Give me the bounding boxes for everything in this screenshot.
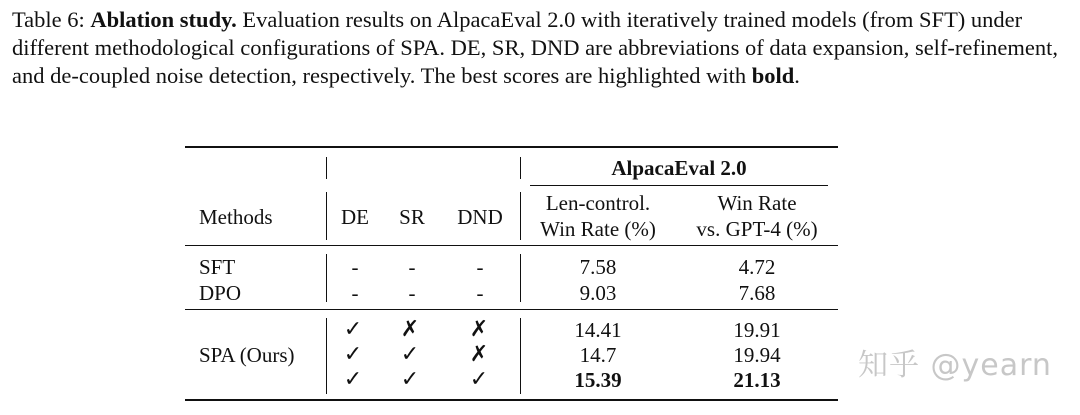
caption-end: . [794,63,800,88]
header-lc-line2: Win Rate (%) [540,217,656,241]
caption-text: Evaluation results on AlpacaEval 2.0 with iteratively trained models (from SFT) under different methodological configurations of SPA. DE, SR, DND are abbreviations of data expansion, self-refinement, and de-coupled noise detection, respectively. The best scores are highlighted with [12,7,1058,88]
row-lc: 9.03 [579,281,617,305]
caption-title: Ablation study. [90,7,237,32]
row-method: DPO [199,281,242,305]
header-wr-line2: vs. GPT-4 (%) [696,217,818,241]
header-bottom-rule [185,245,838,246]
row-lc: 14.7 [579,343,617,367]
row-wr: 19.91 [733,318,781,342]
header-wr-line1: Win Rate [717,191,797,215]
row-dnd: ✗ [469,342,489,367]
zhihu-watermark: 知乎 @yearn [858,348,1052,383]
vrule-header-3 [326,192,327,240]
row-de: ✓ [343,342,363,367]
row-wr: 19.94 [733,343,781,367]
vrule-header-4 [520,192,521,240]
row-wr: 7.68 [738,281,776,305]
vrule-baseline-1 [326,254,327,302]
group-header-rule [530,185,828,186]
header-methods: Methods [199,205,273,229]
row-de: ✓ [343,367,363,392]
group-header: AlpacaEval 2.0 [611,156,747,180]
vrule-baseline-2 [520,254,521,302]
header-dnd: DND [457,205,503,229]
row-lc-best: 15.39 [574,368,622,392]
header-de: DE [341,205,369,229]
vrule-spa-2 [520,318,521,394]
caption-bold-word: bold [751,63,795,88]
row-sr: ✓ [400,342,420,367]
row-lc: 7.58 [579,255,617,279]
row-sr: ✗ [400,317,420,342]
row-method: SFT [199,255,236,279]
row-sr: - [408,255,416,279]
row-de: ✓ [343,317,363,342]
row-sr: - [408,281,416,305]
row-dnd: - [476,255,484,279]
header-sr: SR [399,205,425,229]
spa-method: SPA (Ours) [199,343,295,367]
vrule-spa-1 [326,318,327,394]
row-dnd: - [476,281,484,305]
row-dnd: ✗ [469,317,489,342]
row-de: - [351,255,359,279]
table-top-rule [185,146,838,148]
table-bottom-rule [185,399,838,401]
baseline-bottom-rule [185,309,838,310]
row-wr: 4.72 [738,255,776,279]
row-lc: 14.41 [574,318,622,342]
vrule-header-1 [326,157,327,179]
row-sr: ✓ [400,367,420,392]
vrule-header-2 [520,157,521,179]
header-lc-line1: Len-control. [545,191,651,215]
row-wr-best: 21.13 [733,368,781,392]
row-dnd: ✓ [469,367,489,392]
row-de: - [351,281,359,305]
caption-label: Table 6: [12,7,85,32]
